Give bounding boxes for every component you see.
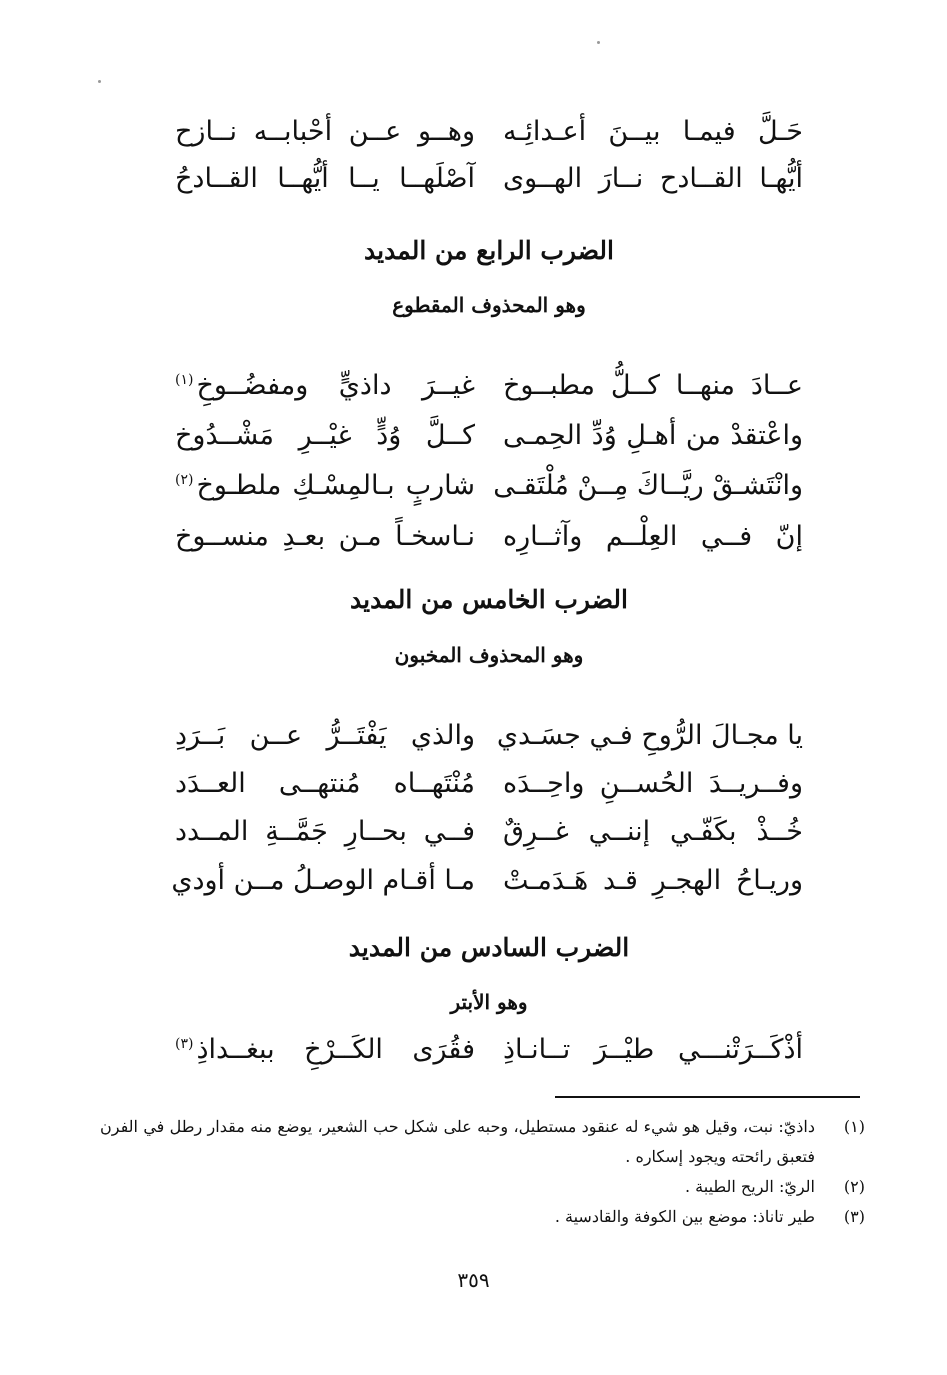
section-subheading: وهو المحذوف المخبون: [394, 643, 584, 667]
verse-line: [175, 806, 803, 856]
footnote-text: الريّ: الريح الطيبة .: [684, 1177, 815, 1196]
footnote-number: (٢): [843, 1177, 865, 1196]
verse-line: [175, 360, 803, 410]
footnote-marker[interactable]: (٢): [175, 471, 194, 488]
footnote-marker[interactable]: (٣): [175, 1035, 194, 1052]
verse-first-hemistich: إنّ فــي العِلْــم وآثــارِه: [503, 520, 803, 552]
verse-second-hemistich: والذي يَفْتَــرُّ عــن بَــرَدِ: [175, 719, 475, 751]
verse-second-hemistich: كــلَّ وُدٍّ غيْــرِ مَشْــدُوخ: [175, 419, 475, 451]
footnote-text: داذيّ: نبت، وقيل هو شيء له عنقود مستطيل، وحبه على شكل حب الشعير، يوضع منه مقدار رطل في الفرن فتعبق رائحته ويجود إسكاره .: [100, 1117, 815, 1166]
verse-first-hemistich: أذْكَــرَتْنـــي طيْــرَ تــانـاذِ: [503, 1033, 803, 1065]
footnote-number: (٣): [843, 1207, 865, 1226]
verse-line: [175, 758, 803, 808]
verse-second-hemistich: فــي بحــارِ جَمَّــةِ المــدد: [175, 815, 475, 847]
verse-first-hemistich: أيُّهـا القــادح نــارَ الهــوى: [503, 162, 803, 194]
paper-speck: [98, 80, 101, 83]
verse-first-hemistich: يا مجـالَ الرُّوحِ فـي جسَـدي: [496, 719, 803, 751]
paper-speck: [597, 41, 600, 44]
verse-line: [175, 153, 803, 203]
verse-line: [175, 106, 803, 156]
verse-line: [171, 855, 803, 905]
verse-second-hemistich: غيــرَ داذيٍّ ومفضُــوخِ$^{(١)}$: [175, 369, 475, 401]
page-number: ٣٥٩: [457, 1268, 490, 1292]
verse-first-hemistich: وفــريــدَ الحُســنِ واحِــدَه: [503, 767, 803, 799]
section-subheading: وهو المحذوف المقطوع: [392, 293, 586, 317]
section-heading: الضرب السادس من المديد: [348, 933, 630, 962]
verse-line: [175, 1024, 803, 1074]
verse-first-hemistich: وريـاحُ الهجـرِ قـد هَـدَمـتْ: [503, 864, 803, 896]
verse-line: [175, 460, 803, 510]
verse-second-hemistich: مُنْتَهــاه مُنتهــى العــدَد: [175, 767, 475, 799]
verse-second-hemistich: مـا أقـام الوصـلُ مــن أودي: [171, 864, 475, 896]
verse-first-hemistich: خُــذْ بكَفّـي إننــي غــرِقٌ: [503, 815, 803, 847]
verse-line: [175, 410, 803, 460]
verse-line: [175, 511, 803, 561]
footnote-number: (١): [843, 1117, 865, 1136]
footnote: [100, 1202, 865, 1232]
footnote-separator: [555, 1096, 860, 1098]
verse-first-hemistich: عــادَ منهــا كــلُّ مطبــوخ: [503, 369, 803, 401]
footnote-marker[interactable]: (١): [175, 371, 194, 388]
verse-first-hemistich: واعْتقدْ من أهـلِ وُدِّ الحِمـى: [503, 419, 803, 451]
verse-second-hemistich: آصْلَهــا يــا أيُّهــا القــادحُ: [175, 162, 475, 194]
verse-line: [175, 710, 803, 760]
section-heading: الضرب الخامس من المديد: [350, 585, 628, 614]
footnote-text: طير تاناذ: موضع بين الكوفة والقادسية .: [554, 1207, 815, 1226]
footnote: [100, 1112, 865, 1172]
verse-second-hemistich: وهــو عــن أحْبابــه نــازح: [175, 115, 475, 147]
footnotes: [100, 1112, 865, 1232]
verse-second-hemistich: شاربٍ بـالمِسْـكِ ملطـوخ$^{(٢)}$: [175, 469, 475, 501]
verse-first-hemistich: حَـلَّ فيمـا بيــنَ أعـدائِـه: [503, 115, 803, 147]
section-heading: الضرب الرابع من المديد: [364, 236, 614, 265]
section-subheading: وهو الأبتر: [450, 990, 528, 1014]
verse-second-hemistich: نـاسخـاً مـن بعـدِ منســوخ: [175, 520, 475, 552]
verse-second-hemistich: فقُرَى الكَــرْخِ ببغــداذِ$^{(٣)}$: [175, 1033, 475, 1065]
verse-first-hemistich: وانْتَشـقْ ريَّــاكَ مِــنْ مُلْتَقـى: [493, 469, 803, 501]
footnote: [100, 1172, 865, 1202]
